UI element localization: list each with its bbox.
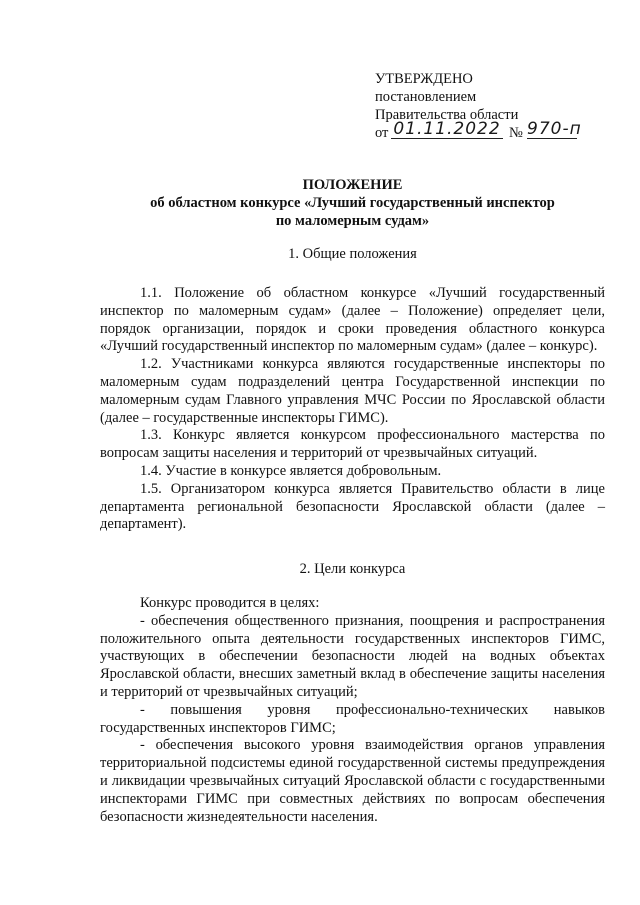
approval-date-handwritten: 01.11.2022 — [391, 120, 503, 139]
title-line-3: по маломерным судам» — [275, 213, 430, 229]
paragraph-2-intro: Конкурс проводится в целях: — [140, 595, 320, 611]
section-1-body — [100, 285, 605, 534]
approval-label: УТВЕРЖДЕНО — [375, 71, 473, 87]
paragraph-1-2: 1.2. Участниками конкурса являются государственные инспекторы по маломерным судам подразделений центра Государственной инспекции по маломерным судам Главного управления МЧС России по Ярославской области (далее – государственные инспекторы ГИМС). — [100, 356, 605, 426]
approval-by-resolution: постановлением — [375, 89, 477, 105]
paragraph-1-3: 1.3. Конкурс является конкурсом профессионального мастерства по вопросам защиты населения и территорий от чрезвычайных ситуаций. — [100, 427, 605, 462]
approval-from-prefix: от — [375, 125, 389, 141]
approval-number-sign: № — [509, 125, 523, 141]
approval-stamp — [375, 70, 615, 146]
paragraph-1-4: 1.4. Участие в конкурсе является добровольным. — [140, 462, 442, 479]
section-2-body — [100, 595, 605, 826]
section-1-heading: 1. Общие положения — [288, 246, 417, 262]
paragraph-1-1: 1.1. Положение об областном конкурсе «Лучший государственный инспектор по маломерным судам» (далее – Положение) определяет цели, порядок организации, порядок и сроки проведения областного конкурса «Лучший государственный инспектор по маломерным судам» (далее – конкурс). — [100, 285, 605, 355]
approval-date-number-row — [375, 119, 615, 146]
paragraph-2-goal-1: - обеспечения общественного признания, поощрения и распространения положительного опыта деятельности государственных инспекторов ГИМС, участвующих в обеспечении безопасности людей на водных объектах Ярославской области, внесших заметный вклад в обеспечение защиты населения и территорий от чрезвычайных ситуаций; — [100, 612, 605, 700]
paragraph-1-5: 1.5. Организатором конкурса является Правительство области в лице департамента региональной безопасности Ярославской области (далее – департамент). — [100, 480, 605, 533]
document-title — [100, 176, 605, 230]
approval-government: Правительства области — [375, 107, 519, 123]
title-line-1: ПОЛОЖЕНИЕ — [302, 177, 403, 193]
paragraph-2-goal-2: - повышения уровня профессионально-технических навыков государственных инспекторов ГИМС; — [100, 701, 605, 736]
title-line-2: об областном конкурсе «Лучший государственный инспектор — [150, 195, 555, 211]
paragraph-2-goal-3: - обеспечения высокого уровня взаимодействия органов управления территориальной подсистемы единой государственной системы предупреждения и ликвидации чрезвычайных ситуаций Ярославской области с государственными инспекторами ГИМС при совместных действиях по вопросам обеспечения безопасности жизнедеятельности населения. — [100, 737, 605, 825]
approval-number-handwritten: 970-п — [527, 119, 582, 139]
section-2-heading: 2. Цели конкурса — [299, 561, 406, 577]
